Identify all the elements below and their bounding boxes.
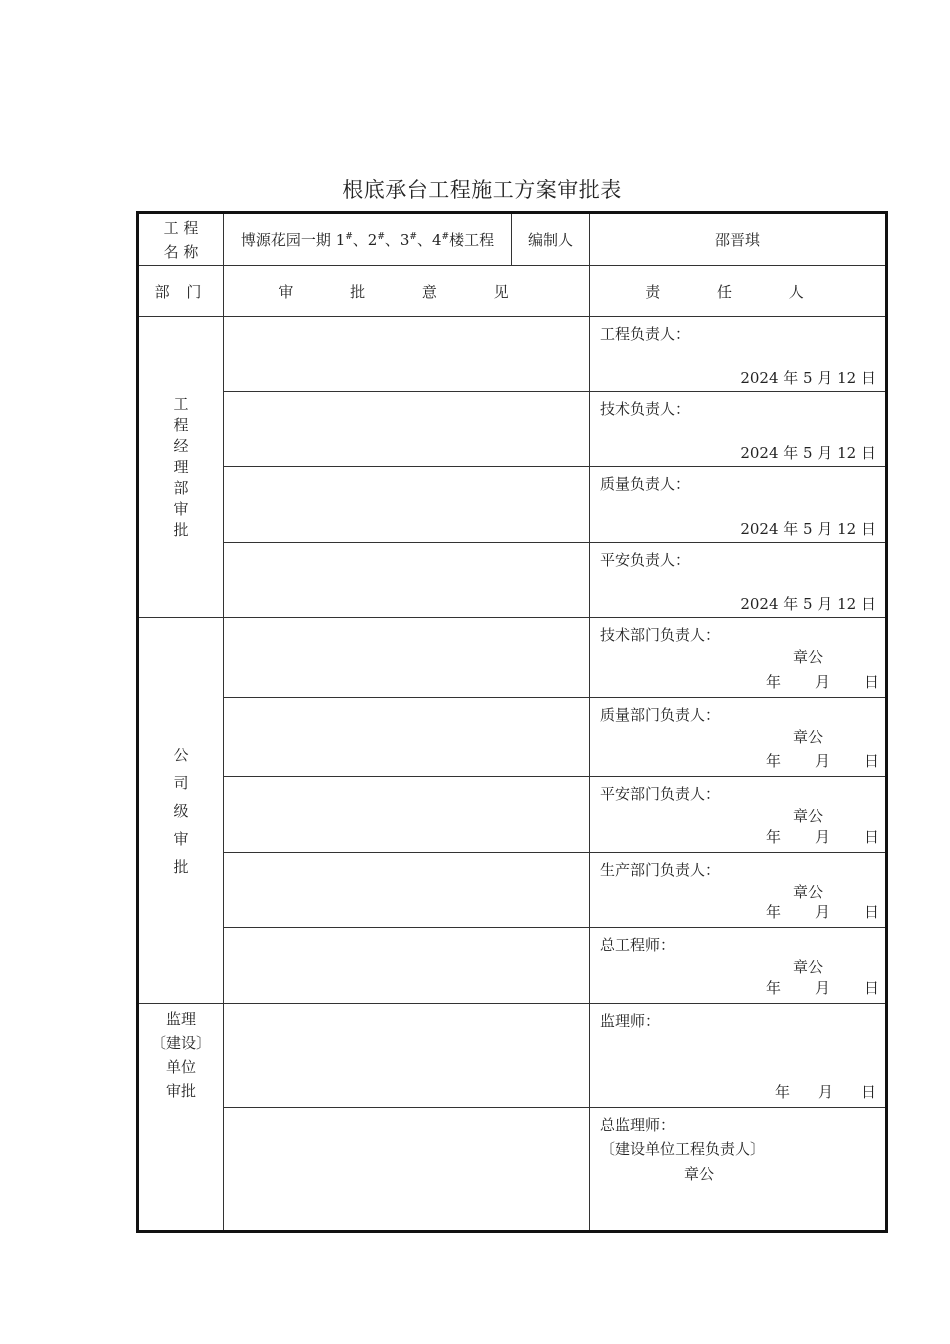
sign-date: 年 月 日 <box>766 903 880 921</box>
seal-mark: 章公 <box>793 883 824 901</box>
table-row <box>138 618 887 698</box>
opinion-field[interactable] <box>224 467 590 543</box>
opinion-field[interactable] <box>224 543 590 618</box>
compiler-label: 编制人 <box>512 213 590 266</box>
seal-mark: 章公 <box>684 1165 715 1183</box>
project-name-part: 、3 <box>384 231 410 249</box>
sign-date: 年 月 日 <box>766 828 880 846</box>
responsible-cell <box>590 698 887 777</box>
table-row <box>138 777 887 853</box>
responsible-role: 质量负责人： <box>600 475 691 493</box>
responsible-cell <box>590 928 887 1004</box>
compiler-name: 邵晋琪 <box>590 213 887 266</box>
responsible-cell <box>590 853 887 928</box>
project-name-label <box>138 213 224 266</box>
sign-date: 年 月 日 <box>766 752 880 770</box>
building-sup-3: # <box>409 232 417 242</box>
opinion-field[interactable] <box>224 928 590 1004</box>
opinion-field[interactable] <box>224 618 590 698</box>
opinion-field[interactable] <box>224 1004 590 1108</box>
responsible-cell <box>590 777 887 853</box>
table-row <box>138 467 887 543</box>
project-info-row <box>138 213 887 266</box>
responsible-role: 技术负责人： <box>600 400 691 418</box>
sign-date: 2024 年 5 月 12 日 <box>740 369 876 387</box>
project-label-line2: 名 称 <box>163 242 199 261</box>
opinion-field[interactable] <box>224 317 590 392</box>
table-row <box>138 1004 887 1108</box>
table-row <box>138 698 887 777</box>
project-name-part: 楼工程 <box>449 231 495 249</box>
responsible-role: 平安部门负责人： <box>600 785 721 803</box>
sign-date: 2024 年 5 月 12 日 <box>740 520 876 538</box>
opinion-field[interactable] <box>224 1108 590 1232</box>
opinion-column-header: 审 批 意 见 <box>224 266 590 317</box>
table-row <box>138 853 887 928</box>
project-name-part: 、2 <box>352 231 378 249</box>
section-label-project-dept: 工 程 经 理 部 审 批 <box>138 317 224 618</box>
responsible-role: 质量部门负责人： <box>600 706 721 724</box>
responsible-role: 监理师： <box>600 1012 661 1030</box>
project-name-part: 博源花园一期 1 <box>240 231 346 249</box>
responsible-role: 总监理师： <box>600 1116 676 1134</box>
responsible-role: 技术部门负责人： <box>600 626 721 644</box>
opinion-field[interactable] <box>224 777 590 853</box>
project-name-part: 、4 <box>416 231 442 249</box>
table-row <box>138 928 887 1004</box>
responsible-cell <box>590 1108 887 1232</box>
project-label-line1: 工 程 <box>163 218 199 237</box>
column-header-row <box>138 266 887 317</box>
page-title: 根底承台工程施工方案审批表 <box>342 178 622 202</box>
sign-date: 年 月 日 <box>766 673 880 691</box>
approval-form-table <box>136 211 888 1233</box>
responsible-cell <box>590 392 887 467</box>
responsible-cell <box>590 317 887 392</box>
seal-mark: 章公 <box>793 958 824 976</box>
table-row <box>138 317 887 392</box>
seal-mark: 章公 <box>793 648 824 666</box>
dept-column-header: 部 门 <box>138 266 224 317</box>
table-row <box>138 392 887 467</box>
responsible-cell <box>590 1004 887 1108</box>
table-row <box>138 543 887 618</box>
seal-mark: 章公 <box>793 807 824 825</box>
sign-date: 2024 年 5 月 12 日 <box>740 444 876 462</box>
responsible-subrole: 〔建设单位工程负责人〕 <box>600 1140 766 1158</box>
building-sup-4: # <box>441 232 450 242</box>
project-name-value <box>224 213 512 266</box>
seal-mark: 章公 <box>793 728 824 746</box>
opinion-field[interactable] <box>224 698 590 777</box>
responsible-cell <box>590 618 887 698</box>
responsible-role: 工程负责人： <box>600 325 691 343</box>
section-label-supervision: 监理 〔建设〕 单位 审批 <box>138 1004 224 1232</box>
opinion-field[interactable] <box>224 853 590 928</box>
responsible-cell <box>590 543 887 618</box>
sign-date: 2024 年 5 月 12 日 <box>740 595 876 613</box>
responsible-column-header: 责 任 人 <box>590 266 887 317</box>
table-row <box>138 1108 887 1232</box>
sign-date: 年 月 日 <box>774 1083 876 1101</box>
building-sup-2: # <box>377 232 385 242</box>
sign-date: 年 月 日 <box>766 979 880 997</box>
building-sup-1: # <box>345 232 353 242</box>
responsible-role: 平安负责人： <box>600 551 691 569</box>
opinion-field[interactable] <box>224 392 590 467</box>
responsible-role: 生产部门负责人： <box>600 861 721 879</box>
responsible-cell <box>590 467 887 543</box>
section-label-company: 公 司 级 审 批 <box>138 618 224 1004</box>
responsible-role: 总工程师： <box>600 936 676 954</box>
